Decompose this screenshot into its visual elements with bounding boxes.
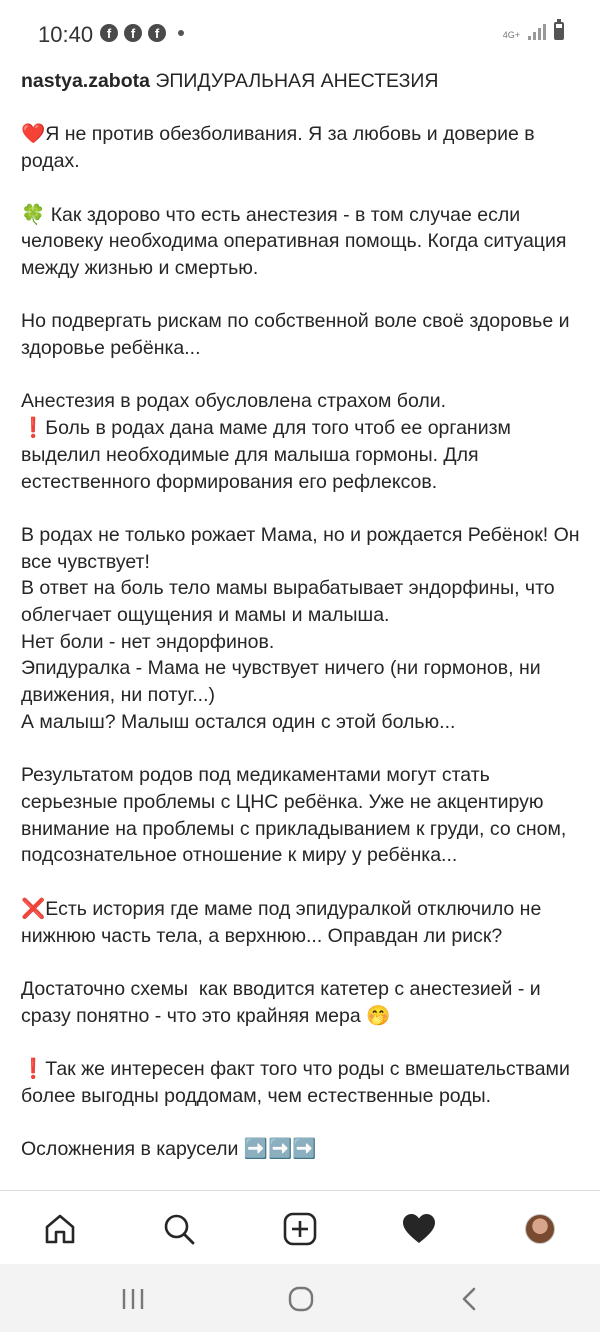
battery-icon: [554, 22, 564, 40]
home-icon[interactable]: [40, 1209, 80, 1249]
post-username[interactable]: nastya.zabota: [21, 70, 150, 92]
post-caption-area: [0, 40, 600, 1190]
home-circle-icon[interactable]: [281, 1284, 321, 1314]
dot-icon: [178, 30, 184, 36]
status-time: 10:40: [38, 22, 94, 47]
search-icon[interactable]: [159, 1209, 199, 1249]
bottom-navigation: [0, 1190, 600, 1264]
facebook-icon: f: [148, 24, 166, 42]
activity-heart-icon[interactable]: [399, 1209, 439, 1249]
network-type: 4G+: [502, 30, 520, 40]
caption-text: ЭПИДУРАЛЬНАЯ АНЕСТЕЗИЯ ❤️Я не против обезболивания. Я за любовь и доверие в родах. 🍀 Как здорово что есть анестезия - в том случае если человеку необходима оперативная помощь. Когда ситуация между жизнью и смертью. Но подвергать рискам по собственной воле своё здоровье и здоровье ребёнка... Анестезия в родах обусловлена страхом боли. ❗Боль в родах дана маме для того чтоб ее организм выделил необходимые для малыша гормоны. Для естественного формирования его рефлексов. В родах не только рожает Мама, но и рождается Ребёнок! Он все чувствует! В ответ на боль тело мамы вырабатывает эндорфины, что облегчает ощущения и мамы и малыша. Нет боли - нет эндорфинов. Эпидуралка - Мама не чувствует ничего (ни гормонов, ни движения, ни потуг...) А малыш? Малыш остался один с этой болью... Результатом родов под медикаментами могут стать серьезные проблемы с ЦНС ребёнка. Уже не акцентирую внимание на проблемы с прикладыванием к груди, со сном, подсознательное отношение к миру у ребёнка... ❌Есть история где маме под эпидуралкой отключило не нижнюю часть тела, а верхнюю... Оправдан ли риск? Достаточно схемы как вводится катетер с анестезией - и сразу понятно - что это крайняя мера 🤭 ❗Так же интересен факт того что роды с вмешательствами более выгодны роддомам, чем естественные роды. Осложнения в карусели ➡️➡️➡️: [21, 70, 580, 1161]
back-chevron-icon[interactable]: [449, 1284, 489, 1314]
recent-apps-icon[interactable]: [113, 1284, 153, 1314]
add-post-icon[interactable]: [280, 1209, 320, 1249]
signal-icon: [528, 24, 546, 40]
post-caption: [21, 68, 591, 1163]
notification-icons: [100, 24, 184, 42]
facebook-icon: f: [124, 24, 142, 42]
status-right: [503, 22, 564, 40]
profile-avatar[interactable]: [520, 1209, 560, 1249]
android-navigation-bar: [0, 1264, 600, 1332]
facebook-icon: f: [100, 24, 118, 42]
status-bar: [0, 0, 600, 66]
avatar: [525, 1214, 555, 1244]
